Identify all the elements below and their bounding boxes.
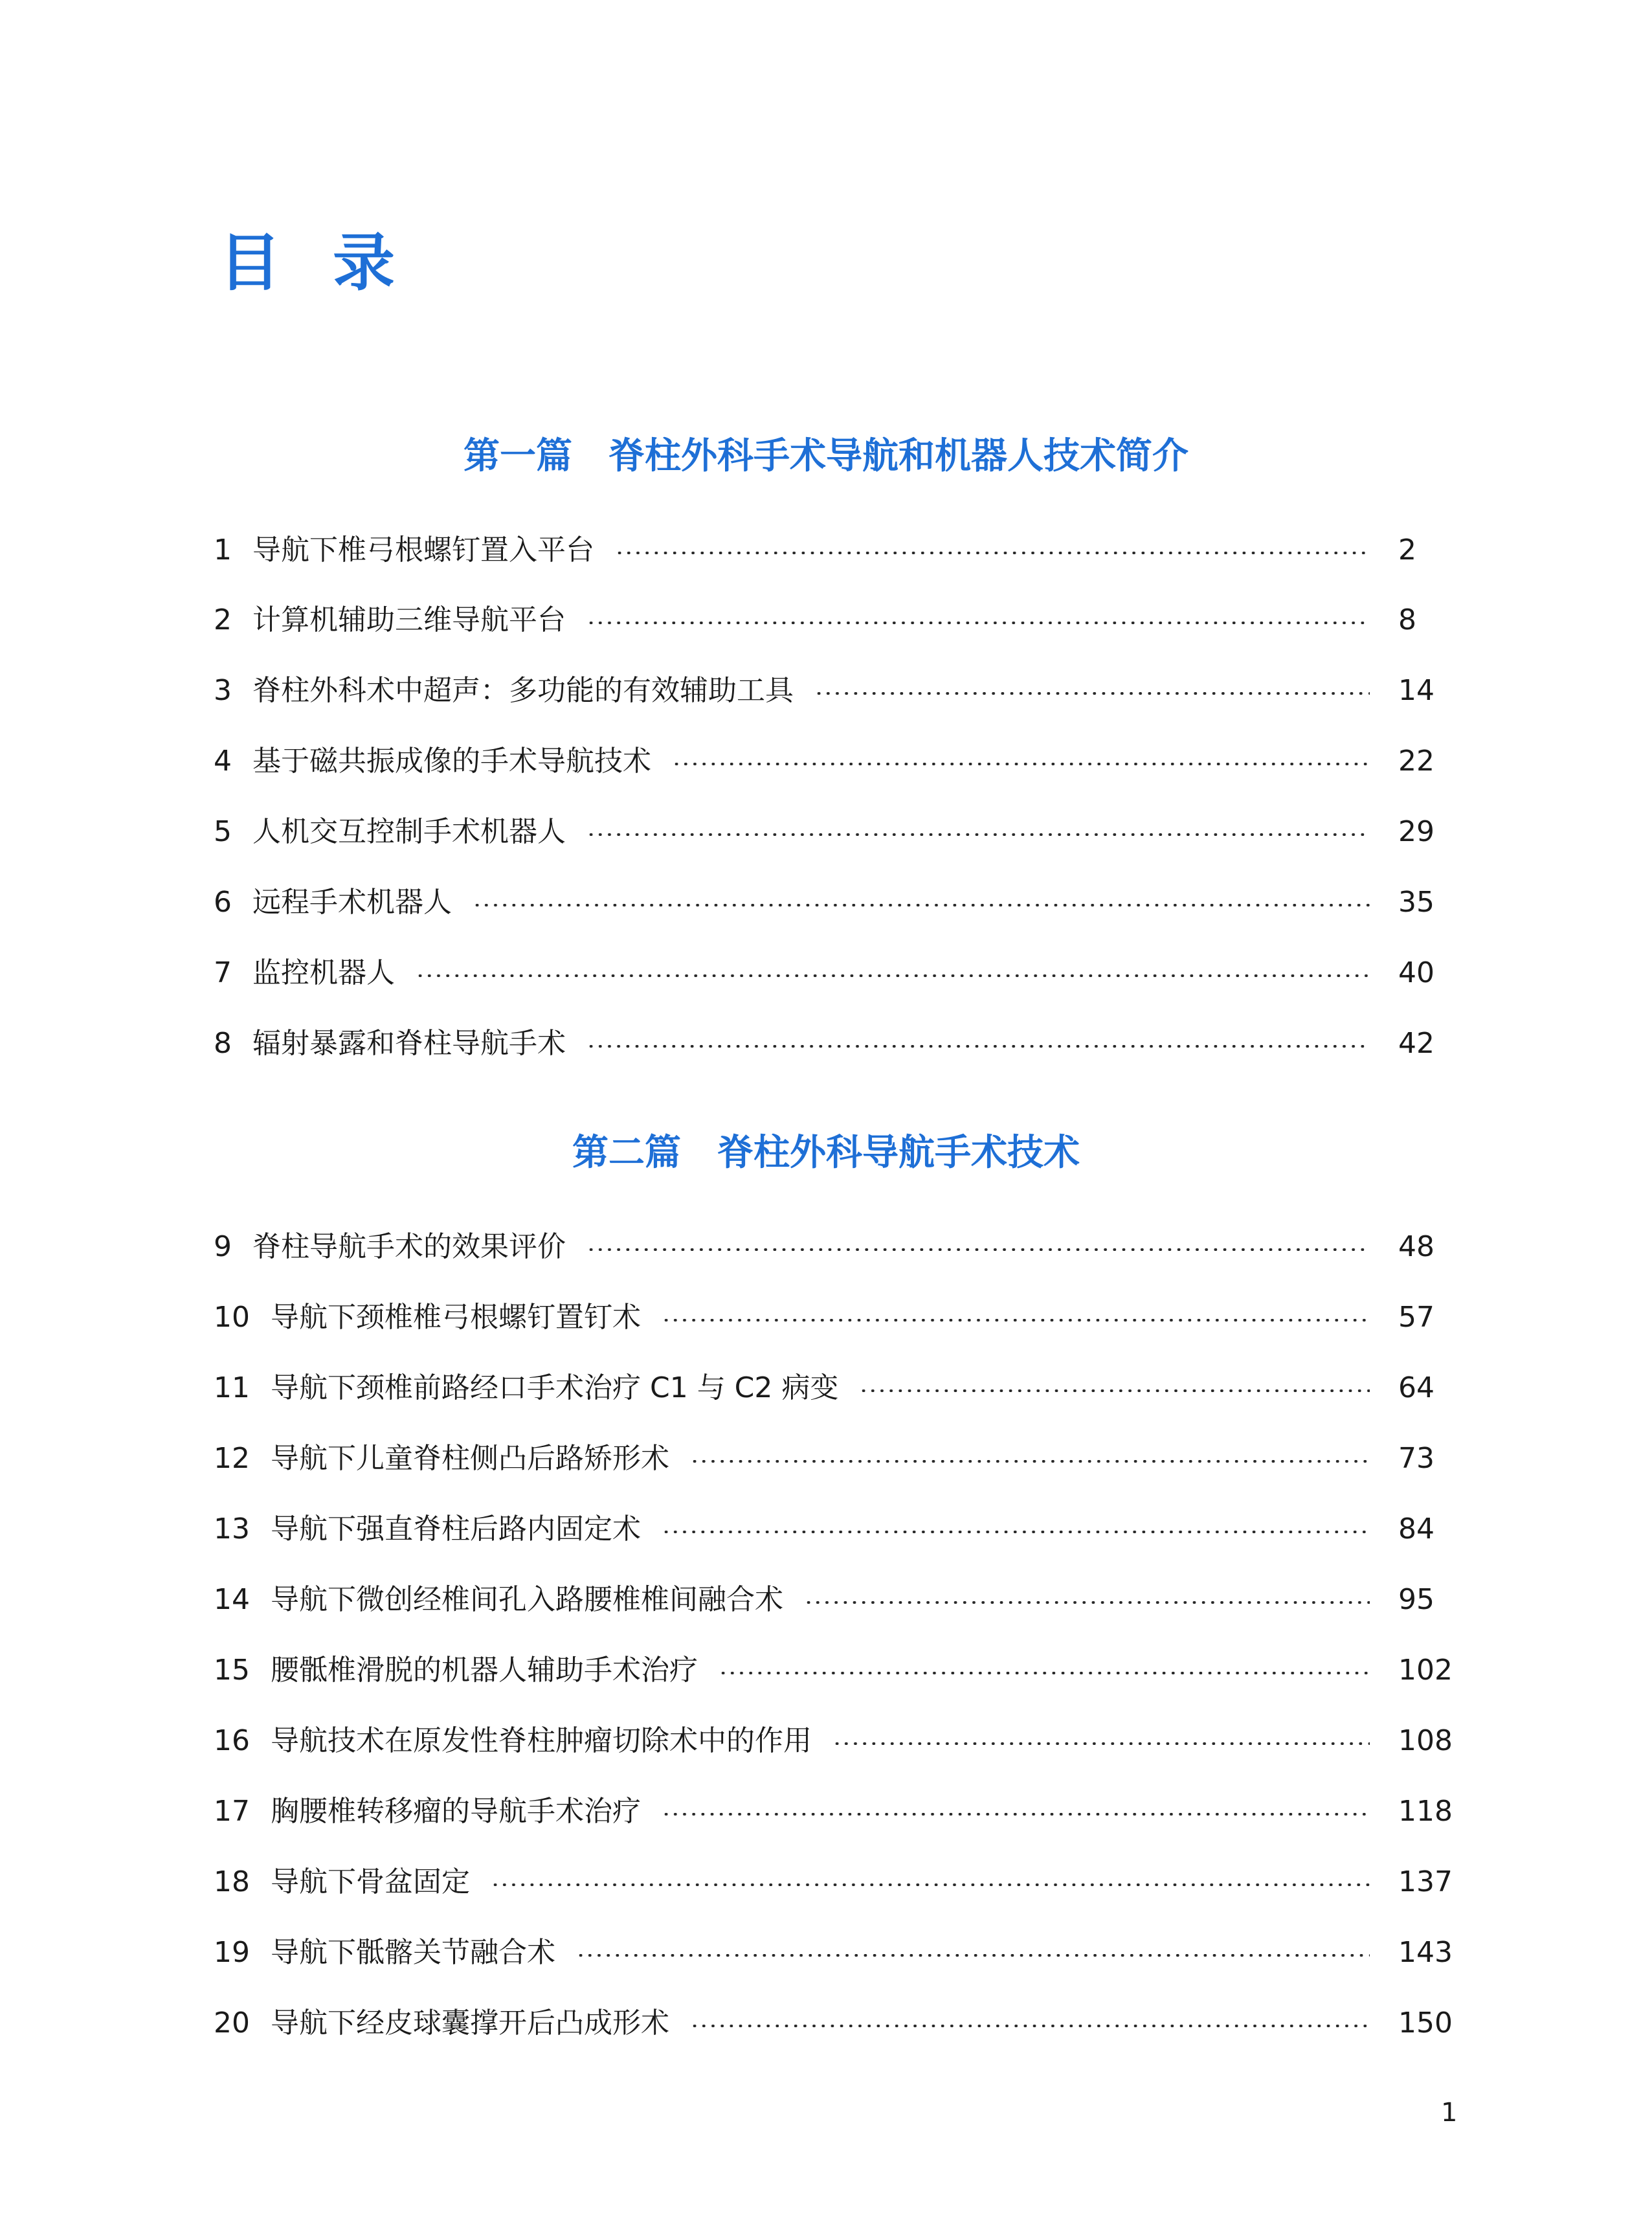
dot-leader (690, 1460, 1370, 1463)
dot-leader (662, 1319, 1370, 1321)
dot-leader (804, 1601, 1370, 1604)
entry-number: 8 (214, 1027, 232, 1060)
entry-number: 4 (214, 745, 232, 778)
entry-title: 脊柱导航手术的效果评价 (252, 1230, 566, 1263)
entry-title: 监控机器人 (252, 956, 395, 989)
entry-number: 1 (214, 534, 232, 567)
toc-entry[interactable] (214, 1856, 1457, 1908)
entry-title: 导航下经皮球囊撑开后凸成形术 (271, 2007, 669, 2040)
dot-leader (586, 622, 1370, 624)
toc-entry[interactable] (214, 1018, 1457, 1070)
entry-page: 84 (1398, 1512, 1434, 1546)
dot-leader (491, 1883, 1370, 1886)
toc-entry[interactable] (214, 1503, 1457, 1555)
part-heading-2: 第二篇 脊柱外科导航手术技术 (572, 1132, 1080, 1174)
entry-page: 150 (1398, 2007, 1453, 2040)
dot-leader (473, 904, 1370, 906)
toc-entry[interactable] (214, 947, 1457, 999)
entry-number: 7 (214, 956, 232, 989)
dot-leader (690, 2025, 1370, 2027)
entry-number: 14 (214, 1583, 250, 1616)
entry-page: 48 (1398, 1230, 1434, 1263)
toc-entry[interactable] (214, 736, 1457, 787)
entry-number: 6 (214, 886, 232, 919)
entry-title: 导航技术在原发性脊柱肿瘤切除术中的作用 (271, 1724, 812, 1757)
entry-title: 导航下强直脊柱后路内固定术 (271, 1512, 641, 1546)
entry-number: 18 (214, 1865, 250, 1898)
toc-entry[interactable] (214, 1997, 1457, 2049)
entry-title: 导航下微创经椎间孔入路腰椎椎间融合术 (271, 1583, 783, 1616)
entry-title: 胸腰椎转移瘤的导航手术治疗 (271, 1795, 641, 1828)
entry-page: 73 (1398, 1442, 1434, 1475)
dot-leader (615, 552, 1370, 554)
entry-title: 导航下骨盆固定 (271, 1865, 470, 1898)
entry-page: 2 (1398, 534, 1416, 567)
entry-page: 35 (1398, 886, 1434, 919)
entry-page: 14 (1398, 674, 1434, 707)
entry-page: 143 (1398, 1936, 1453, 1969)
toc-entry[interactable] (214, 1292, 1457, 1343)
toc-entry[interactable] (214, 1221, 1457, 1273)
entry-title: 脊柱外科术中超声：多功能的有效辅助工具 (252, 674, 794, 707)
part-heading-1: 第一篇 脊柱外科手术导航和机器人技术简介 (463, 435, 1189, 477)
page-number: 1 (1441, 2098, 1458, 2128)
entry-title: 导航下颈椎椎弓根螺钉置钉术 (271, 1301, 641, 1334)
entry-title: 导航下骶髂关节融合术 (271, 1936, 555, 1969)
entry-title: 导航下儿童脊柱侧凸后路矫形术 (271, 1442, 669, 1475)
dot-leader (814, 692, 1370, 695)
entry-page: 108 (1398, 1724, 1453, 1757)
entry-number: 20 (214, 2007, 250, 2040)
entry-page: 64 (1398, 1371, 1434, 1404)
entry-page: 137 (1398, 1865, 1453, 1898)
toc-entry[interactable] (214, 877, 1457, 928)
entry-number: 17 (214, 1795, 250, 1828)
entry-number: 10 (214, 1301, 250, 1334)
toc-entry[interactable] (214, 1574, 1457, 1626)
entry-number: 11 (214, 1371, 250, 1404)
entry-title: 导航下椎弓根螺钉置入平台 (252, 534, 594, 567)
entry-number: 19 (214, 1936, 250, 1969)
toc-entry[interactable] (214, 1715, 1457, 1767)
entry-page: 57 (1398, 1301, 1434, 1334)
dot-leader (416, 974, 1370, 977)
entry-page: 102 (1398, 1654, 1453, 1687)
toc-entry[interactable] (214, 1645, 1457, 1696)
toc-entry[interactable] (214, 1786, 1457, 1838)
toc-entry[interactable] (214, 665, 1457, 717)
entry-page: 8 (1398, 603, 1416, 636)
entry-page: 29 (1398, 815, 1434, 848)
toc-entry[interactable] (214, 806, 1457, 858)
dot-leader (586, 1248, 1370, 1251)
entry-title: 腰骶椎滑脱的机器人辅助手术治疗 (271, 1654, 698, 1687)
entry-number: 15 (214, 1654, 250, 1687)
entry-number: 3 (214, 674, 232, 707)
dot-leader (672, 763, 1370, 765)
dot-leader (859, 1389, 1370, 1392)
toc-entry[interactable] (214, 1362, 1457, 1414)
page-title: 目录 (219, 227, 447, 299)
toc-entry[interactable] (214, 1927, 1457, 1979)
dot-leader (719, 1672, 1370, 1674)
dot-leader (662, 1531, 1370, 1533)
entry-number: 5 (214, 815, 232, 848)
toc-entry[interactable] (214, 524, 1457, 576)
entry-page: 40 (1398, 956, 1434, 989)
dot-leader (832, 1742, 1370, 1745)
dot-leader (576, 1954, 1370, 1957)
entry-page: 95 (1398, 1583, 1434, 1616)
entry-title: 人机交互控制手术机器人 (252, 815, 566, 848)
entry-title: 计算机辅助三维导航平台 (252, 603, 566, 636)
toc-entry[interactable] (214, 1433, 1457, 1485)
dot-leader (586, 833, 1370, 836)
entry-number: 16 (214, 1724, 250, 1757)
entry-page: 42 (1398, 1027, 1434, 1060)
entry-number: 2 (214, 603, 232, 636)
entry-title: 辐射暴露和脊柱导航手术 (252, 1027, 566, 1060)
entry-number: 13 (214, 1512, 250, 1546)
toc-entry[interactable] (214, 594, 1457, 646)
entry-page: 118 (1398, 1795, 1453, 1828)
entry-title: 基于磁共振成像的手术导航技术 (252, 745, 651, 778)
entry-number: 9 (214, 1230, 232, 1263)
entry-number: 12 (214, 1442, 250, 1475)
entry-title: 远程手术机器人 (252, 886, 452, 919)
dot-leader (662, 1813, 1370, 1816)
entry-page: 22 (1398, 745, 1434, 778)
entry-title: 导航下颈椎前路经口手术治疗 C1 与 C2 病变 (271, 1371, 839, 1404)
dot-leader (586, 1045, 1370, 1048)
